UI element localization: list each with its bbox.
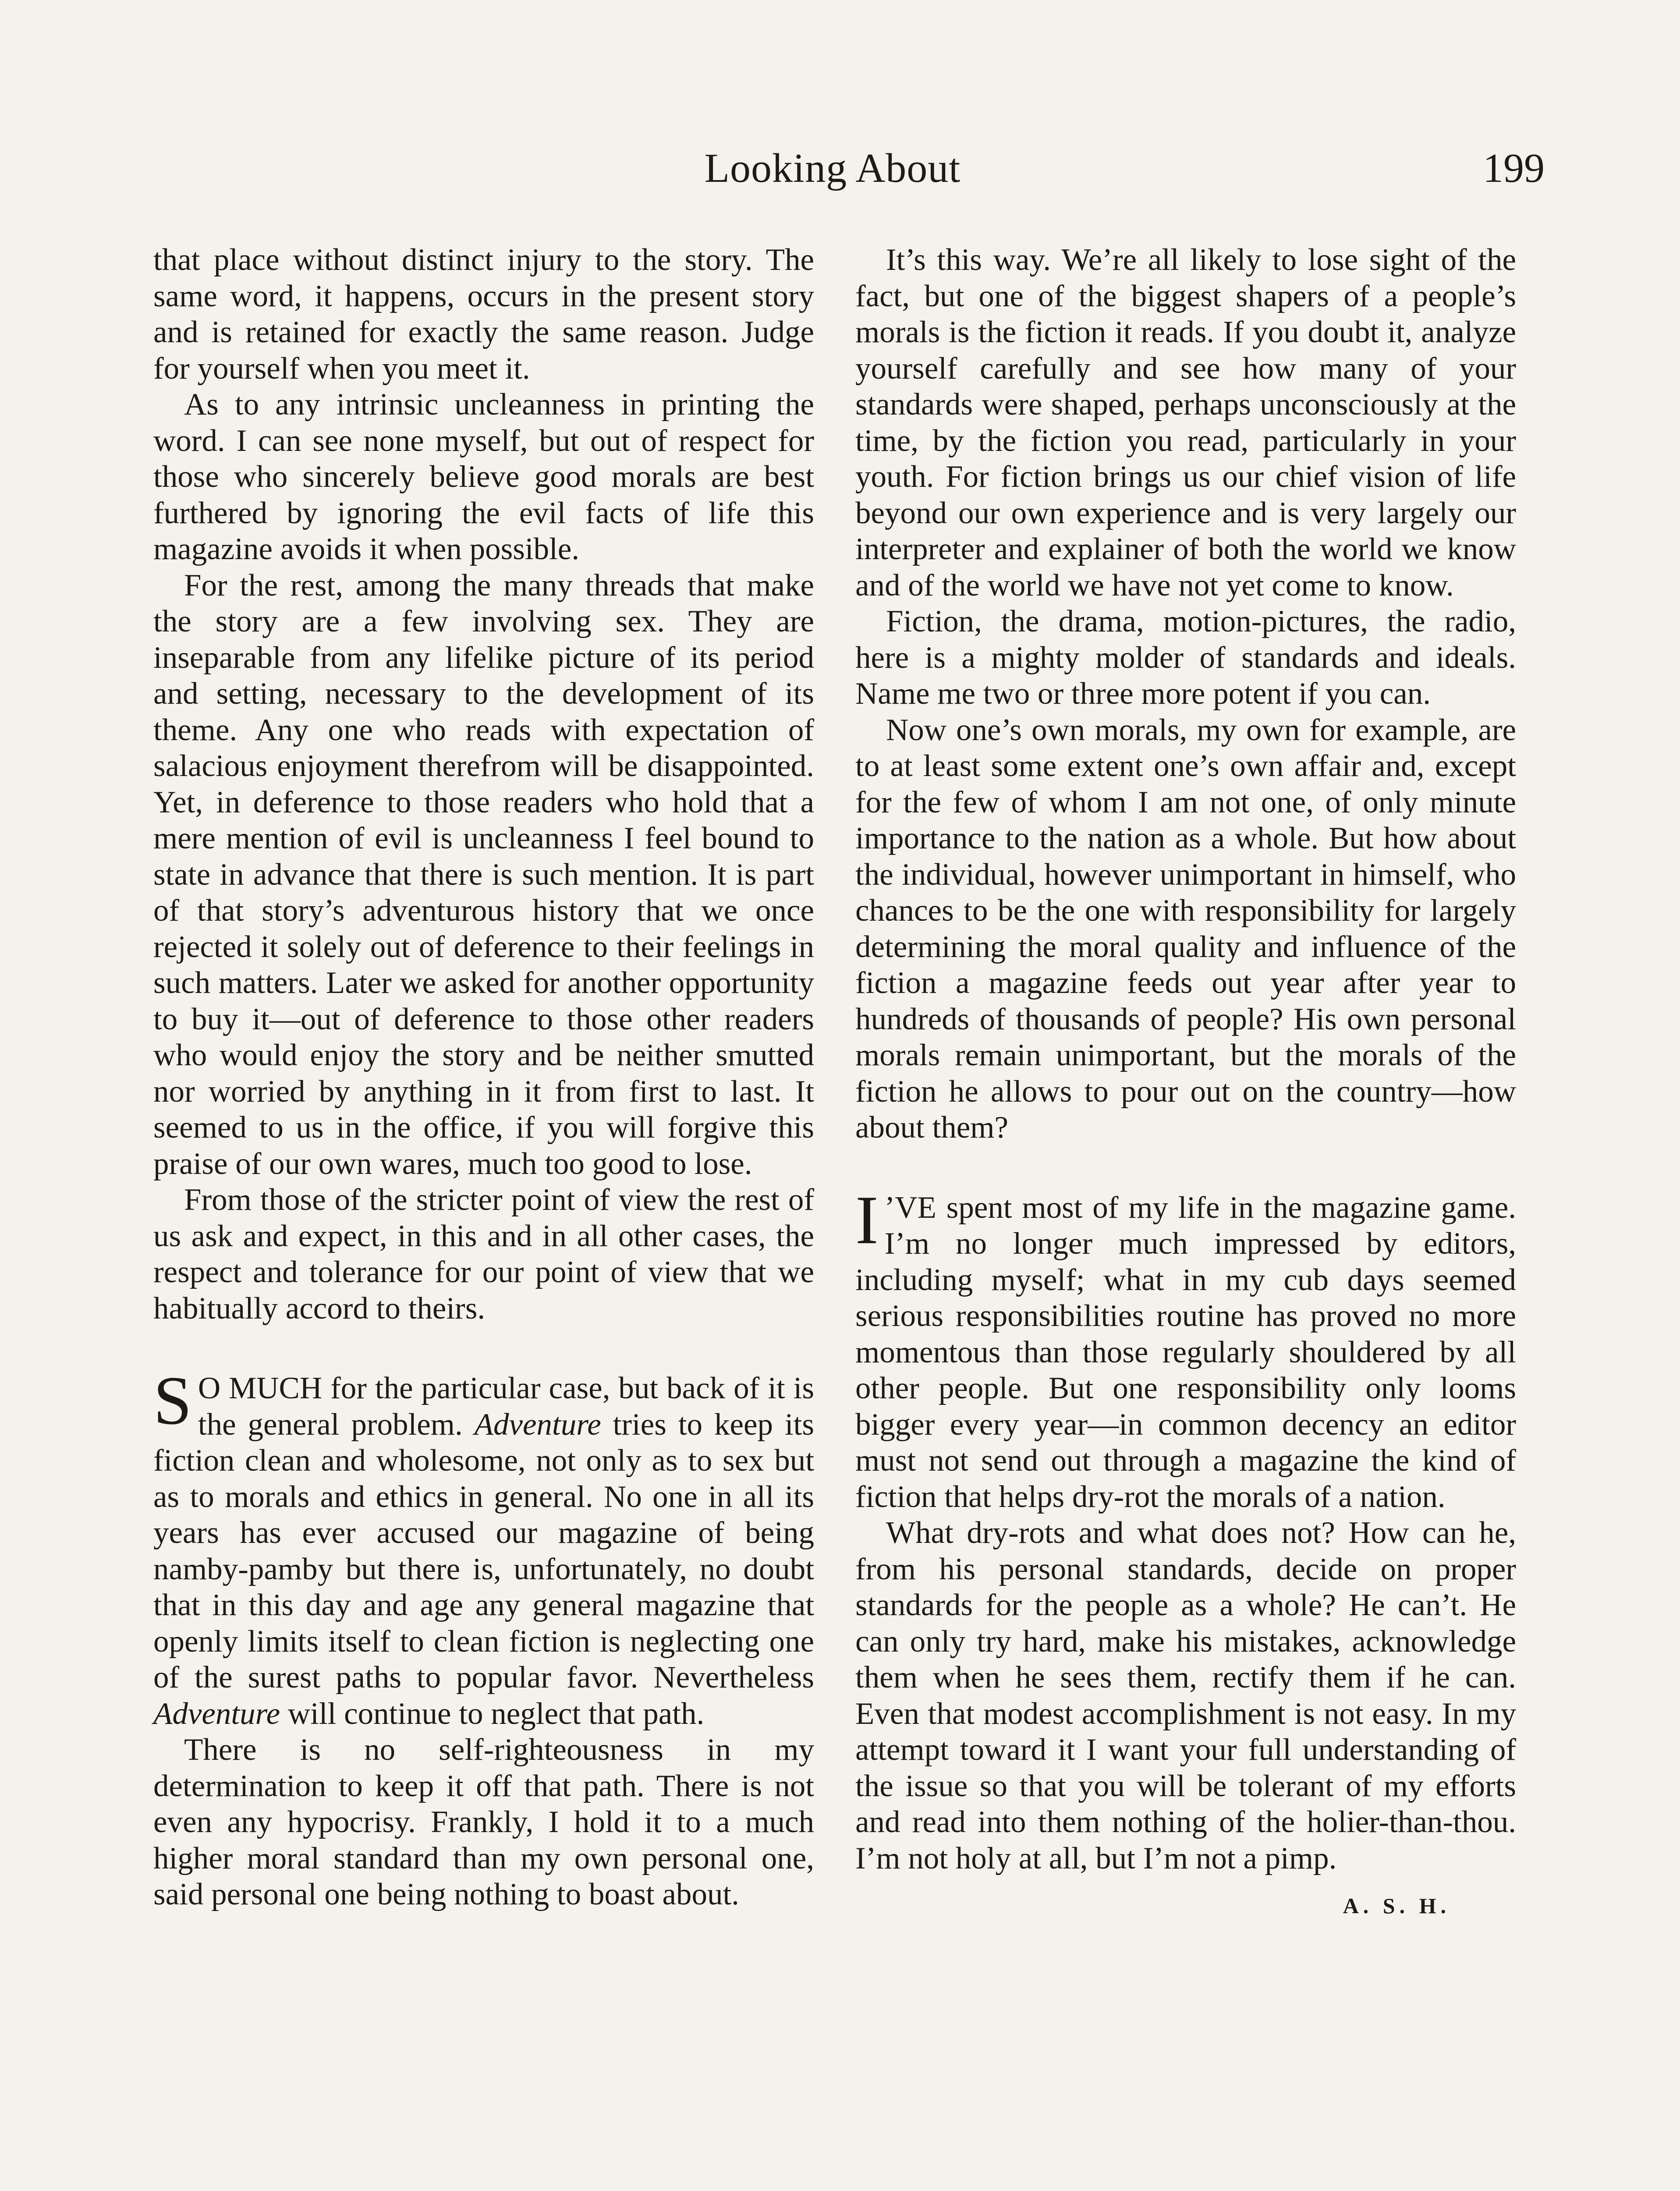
section-opening-paragraph <box>855 1181 1516 1515</box>
paragraph-text: will continue to neglect that path. <box>280 1696 705 1731</box>
magazine-name-italic: Adventure <box>474 1407 601 1442</box>
paragraph-text: O MUCH for the particular case, but back of it is the general problem. <box>198 1371 814 1442</box>
paragraph: What dry-rots and what does not? How can he, from his personal standards, decide on proper standards for the people as a whole? He can’t. He can only try hard, make his mistakes, acknowledge them when he sees them, rectify them if he can. Even that modest accomplishment is not easy. In my attempt toward it I want your full understanding of the issue so that you will be tolerant of my efforts and read into them nothing of the holier-than-thou. I’m not holy at all, but I’m not a pimp. <box>855 1516 1516 1875</box>
paragraph: Fiction, the drama, motion-pictures, the radio, here is a mighty molder of standards and ideals. Name me two or three more potent if you can. <box>855 604 1516 711</box>
paragraph: From those of the stricter point of view the rest of us ask and expect, in this and in all other cases, the respect and tolerance for our point of view that we habitually accord to theirs. <box>153 1183 814 1326</box>
paragraph: For the rest, among the many threads that make the story are a few involving sex. They are inseparable from any lifelike picture of its period and setting, necessary to the development of its theme. Any one who reads with expectation of salacious enjoyment therefrom will be disappointed. Yet, in deference to those readers who hold that a mere mention of evil is uncleanness I feel bound to state in advance that there is such mention. It is part of that story’s adventurous history that we once rejected it solely out of deference to their feelings in such matters. Later we asked for another opportunity to buy it—out of deference to those other readers who would enjoy the story and be neither smutted nor worried by anything in it from first to last. It seemed to us in the office, if you will forgive this praise of our own wares, much too good to lose. <box>153 568 814 1181</box>
drop-cap: I <box>855 1181 879 1259</box>
left-column <box>153 242 814 1913</box>
paragraph: As to any intrinsic uncleanness in printing the word. I can see none myself, but out of respect for those who sincerely believe good morals are best furthered by ignoring the evil facts of life this magazine avoids it when possible. <box>153 387 814 566</box>
section-break <box>153 1326 814 1370</box>
paragraph-text: ’VE spent most of my life in the magazine game. I’m no longer much impressed by editors, including myself; what in my cub days seemed serious responsibilities routine has proved no more momentous than those regularly shouldered by all other people. But one responsibility only looms bigger every year—in common decency an editor must not send out through a magazine the kind of fiction that helps dry-rot the morals of a nation. <box>855 1190 1516 1514</box>
right-column <box>855 242 1516 1924</box>
running-header-title: Looking About <box>704 145 961 191</box>
drop-cap: S <box>153 1362 192 1439</box>
author-signature-initials: A. S. H. <box>1343 1893 1450 1918</box>
paragraph: There is no self-righteousness in my determination to keep it off that path. There is not even any hypocrisy. Frankly, I hold it to a much higher moral standard than my own personal one, said personal one being nothing to boast about. <box>153 1733 814 1911</box>
magazine-name-italic: Adventure <box>153 1696 280 1731</box>
section-opening-paragraph <box>153 1362 814 1732</box>
paragraph: It’s this way. We’re all likely to lose sight of the fact, but one of the biggest shapers of a people’s morals is the fiction it reads. If you doubt it, analyze yourself carefully and see how many of your standards were shaped, perhaps unconsciously at the time, by the fiction you read, particularly in your youth. For fiction brings us our chief vision of life beyond our own experience and is very largely our interpreter and explainer of both the world we know and of the world we have not yet come to know. <box>855 243 1516 603</box>
paragraph: Now one’s own morals, my own for example, are to at least some extent one’s own affair and, except for the few of whom I am not one, of only minute importance to the nation as a whole. But how about the individual, however unimportant in himself, who chances to be the one with responsibility for largely determining the moral quality and influence of the fiction a magazine feeds out year after year to hundreds of thousands of people? His own personal morals remain unimportant, but the morals of the fiction he allows to pour out on the country—how about them? <box>855 713 1516 1145</box>
paragraph: that place without distinct injury to the story. The same word, it happens, occurs in the present story and is retained for exactly the same reason. Judge for yourself when you meet it. <box>153 243 814 386</box>
section-break <box>855 1146 1516 1190</box>
page-number: 199 <box>1483 145 1545 191</box>
paragraph-text: tries to keep its fiction clean and wholesome, not only as to sex but as to morals and ethics in general. No one in all its years has ever accused our magazine of being namby-pamby but there is, unfortunately, no doubt that in this day and age any general magazine that openly limits itself to clean fiction is neglecting one of the surest paths to popular favor. Nevertheless <box>153 1407 814 1695</box>
